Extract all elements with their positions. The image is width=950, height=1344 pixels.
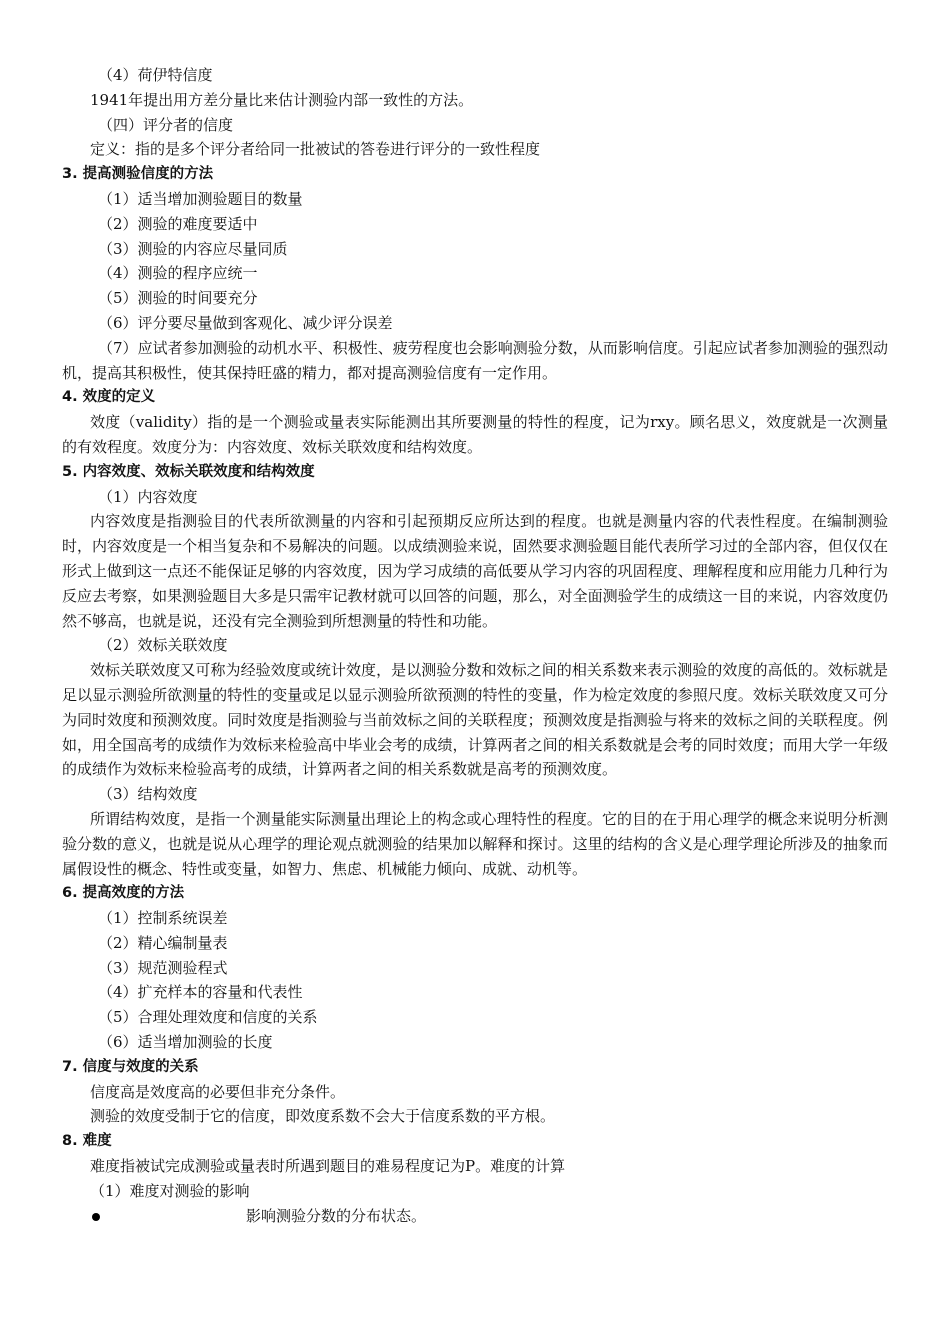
list-item: （6）评分要尽量做到客观化、减少评分误差 [98,313,393,332]
list-item: （2）测验的难度要适中 [98,214,258,233]
list-item: （5）测验的时间要充分 [98,289,258,308]
list-item: （4）测验的程序应统一 [98,264,258,283]
text-line: 信度高是效度高的必要但非充分条件。 [90,1082,346,1101]
list-item: （6）适当增加测验的长度 [98,1033,273,1052]
text-line: （四）评分者的信度 [98,115,234,134]
list-item: （5）合理处理效度和信度的关系 [98,1008,318,1027]
subheading: （1）内容效度 [98,487,198,506]
subheading: （1）难度对测验的影响 [90,1181,250,1200]
paragraph: 所谓结构效度，是指一个测量能实际测量出理论上的构念或心理特性的程度。它的目的在于用心理学的概念来说明分析测验分数的意义，也就是说从心理学的理论观点就测验的结果加以解释和探讨。这里的结构的含义是心理学理论所涉及的抽象而属假设性的概念、特性或变量，如智力、焦虑、机械能力倾向、成就、动机等。 [62,809,888,878]
paragraph: （7）应试者参加测验的动机水平、积极性、疲劳程度也会影响测验分数，从而影响信度。引起应试者参加测验的强烈动机，提高其积极性，使其保持旺盛的精力，都对提高测验信度有一定作用。 [62,338,888,382]
text-line: （4）荷伊特信度 [98,66,213,84]
text-line: 定义：指的是多个评分者给同一批被试的答卷进行评分的一致性程度 [90,140,541,159]
section-heading: 5. 内容效度、效标关联效度和结构效度 [62,463,315,480]
subheading: （3）结构效度 [98,785,198,804]
text-line: 难度指被试完成测验或量表时所遇到题目的难易程度记为P。难度的计算 [90,1157,566,1176]
text-line: 测验的效度受制于它的信度，即效度系数不会大于信度系数的平方根。 [90,1107,556,1126]
section-heading: 7. 信度与效度的关系 [62,1058,199,1075]
section-heading: 8. 难度 [62,1133,112,1150]
list-item: （3）规范测验程式 [98,958,228,977]
section-heading: 4. 效度的定义 [62,389,156,406]
list-item: （1）适当增加测验题目的数量 [98,189,303,208]
paragraph: 效标关联效度又可称为经验效度或统计效度，是以测验分数和效标之间的相关系数来表示测验的效度的高低的。效标就是足以显示测验所欲测量的特性的变量或足以显示测验所欲预测的特性的变量，作为检定效度的参照尺度。效标关联效度又可分为同时效度和预测效度。同时效度是指测验与当前效标之间的关联程度；预测效度是指测验与将来的效标之间的关联程度。例如，用全国高考的成绩作为效标来检验高中毕业会考的成绩，计算两者之间的相关系数就是会考的同时效度；而用大学一年级的成绩作为效标来检验高考的成绩，计算两者之间的相关系数就是高考的预测效度。 [62,661,888,779]
list-item: （2）精心编制量表 [98,933,228,952]
text-line: 1941年提出用方差分量比来估计测验内部一致性的方法。 [90,90,474,109]
paragraph: 内容效度是指测验目的代表所欲测量的内容和引起预期反应所达到的程度。也就是测量内容的代表性程度。在编制测验时，内容效度是一个相当复杂和不易解决的问题。以成绩测验来说，固然要求测验题目能代表所学习过的全部内容，但仅仅在形式上做到这一点还不能保证足够的内容效度，因为学习成绩的高低要从学习内容的巩固程度、理解程度和应用能力几种行为反应去考察，如果测验题目大多是只需牢记教材就可以回答的问题，那么，对全面测验学生的成绩这一目的来说，内容效度仍然不够高，也就是说，还没有完全测验到所想测量的特性和功能。 [62,512,888,630]
section-heading: 6. 提高效度的方法 [62,885,185,902]
bullet-dot-icon [92,1213,100,1221]
bullet-text: 影响测验分数的分布状态。 [246,1206,427,1225]
list-item: （4）扩充样本的容量和代表性 [98,983,303,1002]
list-item: （3）测验的内容应尽量同质 [98,239,288,258]
subheading: （2）效标关联效度 [98,636,228,655]
section-heading: 3. 提高测验信度的方法 [62,166,214,183]
bullet-item [0,1204,950,1229]
paragraph: 效度（validity）指的是一个测验或量表实际能测出其所要测量的特性的程度，记为rxy。顾名思义，效度就是一次测量的有效程度。效度分为：内容效度、效标关联效度和结构效度。 [62,413,888,456]
list-item: （1）控制系统误差 [98,909,228,928]
